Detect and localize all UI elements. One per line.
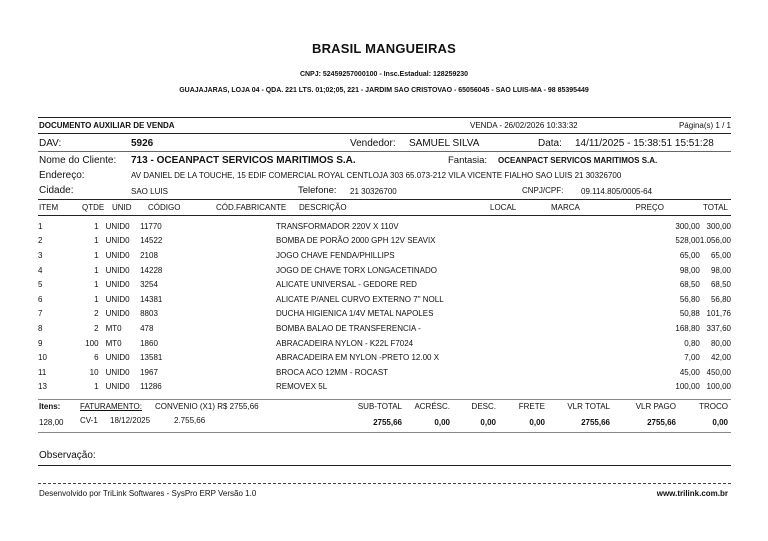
city-value: SAO LUIS [131,187,168,196]
company-cnpj: CNPJ: 52459257000100 - Insc.Estadual: 128259230 [299,71,469,78]
table-row [38,248,731,263]
item-unit: UNID0 [105,280,130,290]
freight-value: 0,00 [529,418,545,427]
table-row [38,292,731,307]
col-brand: MARCA [551,203,580,212]
item-description: ALICATE P/ANEL CURVO EXTERNO 7" NOLL [276,294,444,304]
website-link[interactable]: www.trilink.com.br [656,489,728,498]
paid-value-label: VLR PAGO [635,402,676,411]
table-row [38,307,731,322]
item-local [516,350,583,365]
divider [38,465,731,466]
company-address: GUAJAJARAS, LOJA 04 - QDA. 221 LTS. 01;02;05, 221 - JARDIM SAO CRISTOVAO - 65056045 - SAO LUIS-MA - 98 85395449 [179,87,589,94]
item-price: 98,00 [679,265,700,275]
item-number: 6 [38,294,43,304]
seller-label: Vendedor: [350,138,396,149]
item-price: 300,00 [675,221,700,231]
item-number: 13 [38,382,47,392]
divider [38,199,731,200]
item-brand [583,307,675,322]
item-local [516,234,583,249]
dav-value: 5926 [131,138,154,149]
dav-label: DAV: [39,138,62,149]
item-brand [583,380,675,395]
cnpj-label: CNPJ/CPF: [522,186,564,195]
item-code: 1967 [140,367,158,377]
item-manufacturer-code [178,307,276,322]
items-count: 128,00 [39,418,64,427]
table-row [38,380,731,395]
item-unit: UNID0 [105,250,130,260]
item-total: 80,00 [710,338,731,348]
item-description: ABRACADEIRA EM NYLON -PRETO 12.00 X [276,353,440,363]
item-price: 7,00 [684,353,700,363]
item-code: 14381 [140,294,163,304]
item-price: 45,00 [679,367,700,377]
change-value: 0,00 [712,418,728,427]
divider [38,432,731,433]
item-code: 11286 [140,382,162,392]
item-qty: 2 [94,323,99,333]
item-unit: UNID0 [105,309,130,319]
item-manufacturer-code [178,292,276,307]
item-number: 10 [38,353,47,363]
item-local [516,380,583,395]
col-item: ITEM [39,203,59,212]
item-description: JOGO CHAVE FENDA/PHILLIPS [276,250,395,260]
item-local [516,336,583,351]
change-label: TROCO [699,402,728,411]
item-local [516,219,583,234]
item-code: 14522 [140,236,163,246]
divider [38,215,731,216]
item-total: 98,00 [710,265,731,275]
item-code: 8803 [140,309,158,319]
item-number: 3 [38,250,43,260]
col-manufacturer-code: CÓD.FABRICANTE [216,203,287,212]
item-total: 1.056,00 [699,236,731,246]
item-price: 168,80 [675,323,700,333]
item-description: BOMBA BALAO DE TRANSFERENCIA - [276,323,421,333]
item-qty: 6 [94,353,99,363]
subtotal-value: 2755,66 [373,418,402,427]
item-description: REMOVEX 5L [276,382,328,392]
item-total: 42,00 [710,353,731,363]
date-label: Data: [538,138,562,149]
item-qty: 1 [94,382,99,392]
item-description: TRANSFORMADOR 220V X 110V [276,221,399,231]
total-value: 2755,66 [581,418,610,427]
item-qty: 1 [94,265,99,275]
item-price: 528,00 [675,236,700,246]
item-number: 8 [38,323,43,333]
billing-label: FATURAMENTO: [80,402,142,411]
item-code: 2108 [140,250,158,260]
item-brand [583,336,675,351]
item-manufacturer-code [178,277,276,292]
item-code: 478 [140,323,154,333]
item-unit: UNID0 [105,353,130,363]
client-name: 713 - OCEANPACT SERVICOS MARITIMOS S.A. [131,155,356,166]
col-local: LOCAL [490,203,517,212]
item-number: 9 [38,338,43,348]
item-unit: UNID0 [105,367,130,377]
item-brand [583,321,675,336]
item-unit: UNID0 [105,236,130,246]
item-local [516,365,583,380]
item-number: 7 [38,309,43,319]
col-qty: QTDE [82,203,105,212]
item-manufacturer-code [178,219,276,234]
item-code: 1860 [140,338,158,348]
item-description: ABRACADEIRA NYLON - K22L F7024 [276,338,414,348]
table-row [38,219,731,234]
item-number: 4 [38,265,43,275]
item-brand [583,277,675,292]
cnpj-value: 09.114.805/0005-64 [581,187,653,196]
item-total: 300,00 [706,221,731,231]
total-value-label: VLR TOTAL [567,402,610,411]
date-value: 14/11/2025 - 15:38:51 15:51:28 [575,138,714,149]
item-brand [583,365,675,380]
seller-value: SAMUEL SILVA [409,138,480,149]
item-unit: UNID0 [105,382,130,392]
item-qty: 1 [94,221,99,231]
item-local [516,321,583,336]
item-price: 50,88 [679,309,700,319]
table-row [38,350,731,365]
item-local [516,277,583,292]
surcharge-value: 0,00 [434,418,450,427]
item-unit: MT0 [105,323,122,333]
table-row [38,234,731,249]
item-qty: 1 [94,294,99,304]
freight-label: FRETE [518,402,545,411]
col-total: TOTAL [702,203,728,212]
billing-code: CV-1 [80,416,98,425]
discount-label: DESC. [471,402,496,411]
items-label: Itens: [39,402,61,411]
divider [38,117,731,118]
col-price: PREÇO [635,203,664,212]
divider [38,399,731,400]
discount-value: 0,00 [480,418,496,427]
doc-title: DOCUMENTO AUXILIAR DE VENDA [39,121,175,130]
item-manufacturer-code [178,365,276,380]
item-qty: 100 [85,338,99,348]
item-brand [583,263,675,278]
item-manufacturer-code [178,234,276,249]
item-qty: 1 [94,250,99,260]
surcharge-label: ACRÉSC. [414,402,450,411]
item-brand [583,234,675,249]
item-description: BOMBA DE PORÃO 2000 GPH 12V SEAVIX [276,236,436,246]
phone-label: Telefone: [298,185,337,196]
items-table [38,219,731,394]
item-description: BROCA ACO 12MM - ROCAST [276,367,389,377]
item-description: DUCHA HIGIENICA 1/4V METAL NAPOLES [276,309,434,319]
divider [38,483,731,484]
page-count: Página(s) 1 / 1 [678,121,731,130]
item-manufacturer-code [178,321,276,336]
item-total: 100,00 [706,382,731,392]
item-qty: 1 [94,236,99,246]
item-qty: 10 [89,367,99,377]
item-total: 337,60 [706,323,731,333]
item-total: 68,50 [710,280,731,290]
item-manufacturer-code [178,350,276,365]
item-code: 3254 [140,280,158,290]
developer-credit: Desenvolvido por TriLink Softwares - SysPro ERP Versão 1.0 [39,489,257,498]
item-brand [583,248,675,263]
address-value: AV DANIEL DE LA TOUCHE, 15 EDIF COMERCIAL ROYAL CENTLOJA 303 65.073-212 VILA VICENTE FIALHO SAO LUIS 21 30326700 [131,171,622,180]
table-row [38,336,731,351]
company-name: BRASIL MANGUEIRAS [311,41,456,56]
divider [38,133,731,134]
table-row [38,263,731,278]
billing-amount: 2.755,66 [174,416,206,425]
item-total: 65,00 [710,250,731,260]
table-row [38,277,731,292]
billing-date: 18/12/2025 [110,416,151,425]
item-description: ALICATE UNIVERSAL - GEDORE RED [276,280,417,290]
fantasia-value: OCEANPACT SERVICOS MARITIMOS S.A. [498,156,658,165]
item-number: 1 [38,221,43,231]
fantasia-label: Fantasia: [448,155,488,166]
table-row [38,321,731,336]
item-manufacturer-code [178,263,276,278]
divider [38,151,731,152]
item-code: 11770 [140,221,162,231]
item-qty: 1 [94,280,99,290]
item-total: 101,76 [706,309,731,319]
item-price: 100,00 [675,382,700,392]
item-price: 65,00 [679,250,700,260]
item-price: 0,80 [684,338,700,348]
phone-value: 21 30326700 [350,187,397,196]
item-brand [583,350,675,365]
item-manufacturer-code [178,336,276,351]
item-manufacturer-code [178,380,276,395]
item-unit: UNID0 [105,265,130,275]
paid-value: 2755,66 [647,418,676,427]
item-unit: UNID0 [105,221,130,231]
city-label: Cidade: [39,185,74,196]
item-local [516,307,583,322]
item-number: 5 [38,280,43,290]
col-description: DESCRIÇÃO [299,203,347,212]
item-total: 56,80 [710,294,731,304]
item-unit: MT0 [105,338,122,348]
table-row [38,365,731,380]
item-local [516,263,583,278]
observation-label: Observação: [39,450,96,461]
client-name-label: Nome do Cliente: [39,155,117,166]
item-price: 56,80 [679,294,700,304]
item-local [516,248,583,263]
item-number: 2 [38,236,43,246]
subtotal-label: SUB-TOTAL [357,402,402,411]
item-price: 68,50 [679,280,700,290]
item-qty: 2 [94,309,99,319]
item-local [516,292,583,307]
item-total: 450,00 [706,367,731,377]
item-brand [583,292,675,307]
sale-datetime: VENDA - 26/02/2026 10:33:32 [470,121,578,130]
billing-value: CONVENIO (X1) R$ 2755,66 [155,402,259,411]
item-code: 13581 [140,353,163,363]
item-number: 11 [38,367,47,377]
address-label: Endereço: [39,170,85,181]
item-code: 14228 [140,265,163,275]
col-code: CÓDIGO [148,203,181,212]
col-unit: UNID [112,203,132,212]
item-manufacturer-code [178,248,276,263]
item-brand [583,219,675,234]
item-description: JOGO DE CHAVE TORX LONGACETINADO [276,265,437,275]
item-unit: UNID0 [105,294,130,304]
